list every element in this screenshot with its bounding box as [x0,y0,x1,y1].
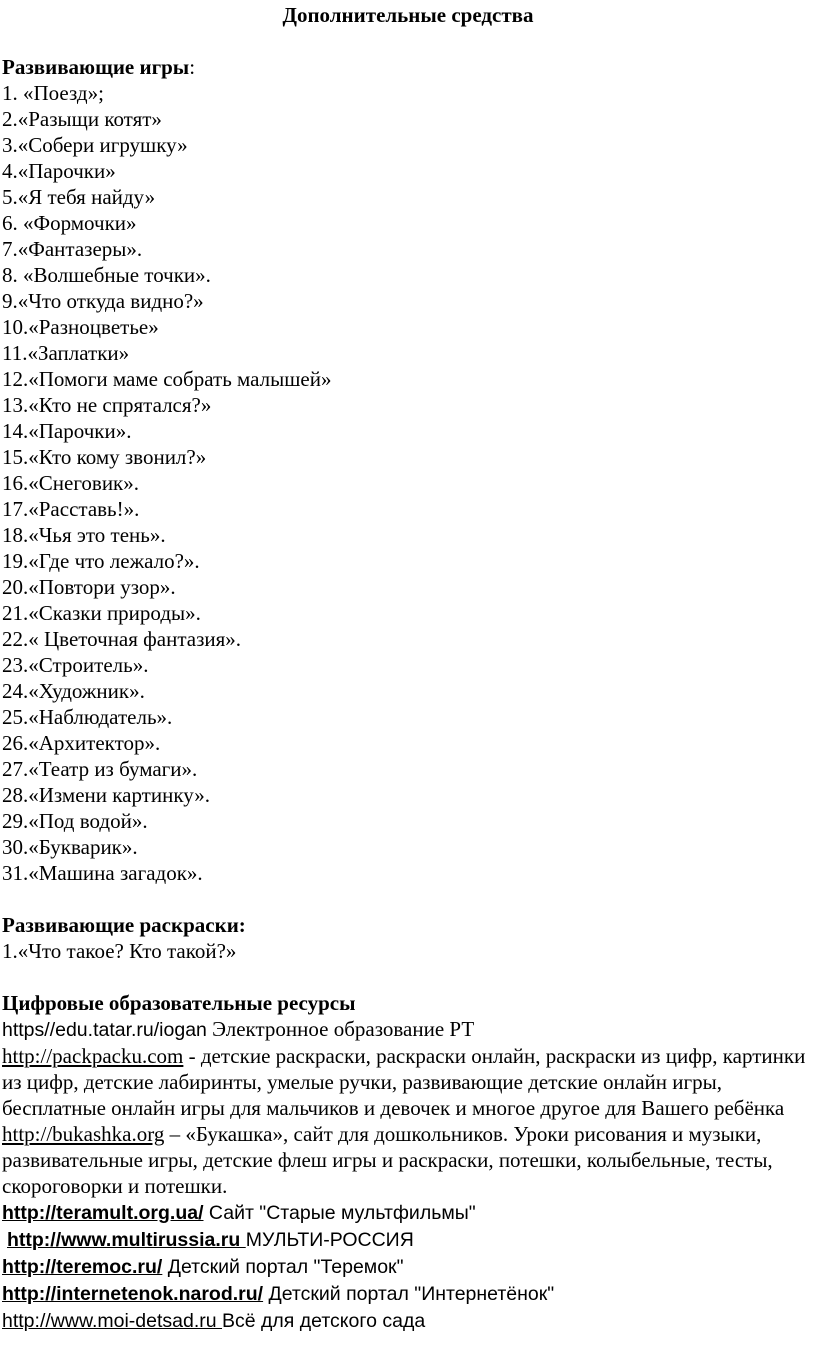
list-item: 26.«Архитектор». [2,731,161,755]
resource-entry [2,1307,814,1334]
resource-link[interactable]: http://www.moi-detsad.ru [2,1310,223,1332]
list-item: 27.«Театр из бумаги». [2,757,198,781]
list-item: 30.«Букварик». [2,835,138,859]
document-title: Дополнительные средства [282,3,534,27]
spacer [2,886,814,912]
list-item: 12.«Помоги маме собрать малышей» [2,367,332,391]
resource-description: Всё для детского сада [222,1310,426,1332]
resource-description: - детские раскраски, раскраски онлайн, раскраски из цифр, картинки из цифр, детские лабиринты, умелые ручки, развивающие детские онлайн игры, бесплатные онлайн игры для мальчиков и девочек и многое другое для Вашего ребёнка [2,1044,806,1120]
document-page [2,2,814,1334]
resource-link[interactable]: http://bukashka.org [2,1122,165,1146]
resource-description: Детский портал "Теремок" [162,1256,404,1278]
list-item: 23.«Строитель». [2,653,149,677]
list-item: 4.«Парочки» [2,159,116,183]
list-item: 10.«Разноцветье» [2,315,159,339]
resource-link[interactable]: http://teremoc.ru/ [2,1256,163,1278]
list-item: 9.«Что откуда видно?» [2,289,204,313]
list-item: 20.«Повтори узор». [2,575,176,599]
list-item: 16.«Снеговик». [2,471,140,495]
list-item: 28.«Измени картинку». [2,783,211,807]
list-item: 24.«Художник». [2,679,145,703]
resource-link[interactable]: http://internetenok.narod.ru/ [2,1283,264,1305]
list-item: 1.«Что такое? Кто такой?» [2,939,237,963]
resource-description: – «Букашка», сайт для дошкольников. Уроки рисования и музыки, развивательные игры, детские флеш игры и раскраски, потешки, колыбельные, тесты, скороговорки и потешки. [2,1122,773,1198]
resource-entry [2,1226,814,1253]
games-heading [2,54,814,80]
list-item: 13.«Кто не спрятался?» [2,393,212,417]
list-item: 18.«Чья это тень». [2,523,166,547]
list-item: 6. «Формочки» [2,211,137,235]
list-item: 8. «Волшебные точки». [2,263,211,287]
list-item: 2.«Разыщи котят» [2,107,162,131]
resource-description: Детский портал "Интернетёнок" [263,1283,555,1305]
list-item: 11.«Заплатки» [2,341,130,365]
list-item: 21.«Сказки природы». [2,601,201,625]
resource-description: Электронное образование РТ [206,1017,475,1041]
list-item: 17.«Расставь!». [2,497,140,521]
resource-entry [2,1280,814,1307]
list-item: 3.«Собери игрушку» [2,133,188,157]
resource-entry [2,1121,814,1199]
resource-entry [2,1016,814,1043]
spacer [2,964,814,990]
coloring-heading: Развивающие раскраски: [2,913,246,937]
resource-entry [2,1043,814,1121]
list-item: 5.«Я тебя найду» [2,185,156,209]
list-item: 19.«Где что лежало?». [2,549,200,573]
games-heading-text: Развивающие игры [2,55,190,79]
games-heading-colon: : [189,55,196,79]
list-item: 7.«Фантазеры». [2,237,143,261]
list-item: 15.«Кто кому звонил?» [2,445,207,469]
resource-entry [2,1253,814,1280]
list-item: 29.«Под водой». [2,809,148,833]
resource-description: Сайт "Старые мультфильмы" [203,1202,476,1224]
resource-link[interactable]: http://packpacku.com [2,1044,184,1068]
list-item: 25.«Наблюдатель». [2,705,173,729]
games-list [2,80,814,886]
list-item: 14.«Парочки». [2,419,132,443]
resource-url: https//edu.tatar.ru/iogan [2,1019,207,1041]
resource-link[interactable]: http://www.multirussia.ru [7,1229,246,1251]
list-item: 1. «Поезд»; [2,81,104,105]
resource-entry [2,1199,814,1226]
spacer [2,28,814,54]
resource-link[interactable]: http://teramult.org.ua/ [2,1202,204,1224]
list-item: 31.«Машина загадок». [2,861,203,885]
resources-heading: Цифровые образовательные ресурсы [2,991,356,1015]
list-item: 22.« Цветочная фантазия». [2,627,242,651]
resource-description: МУЛЬТИ-РОССИЯ [245,1229,414,1251]
